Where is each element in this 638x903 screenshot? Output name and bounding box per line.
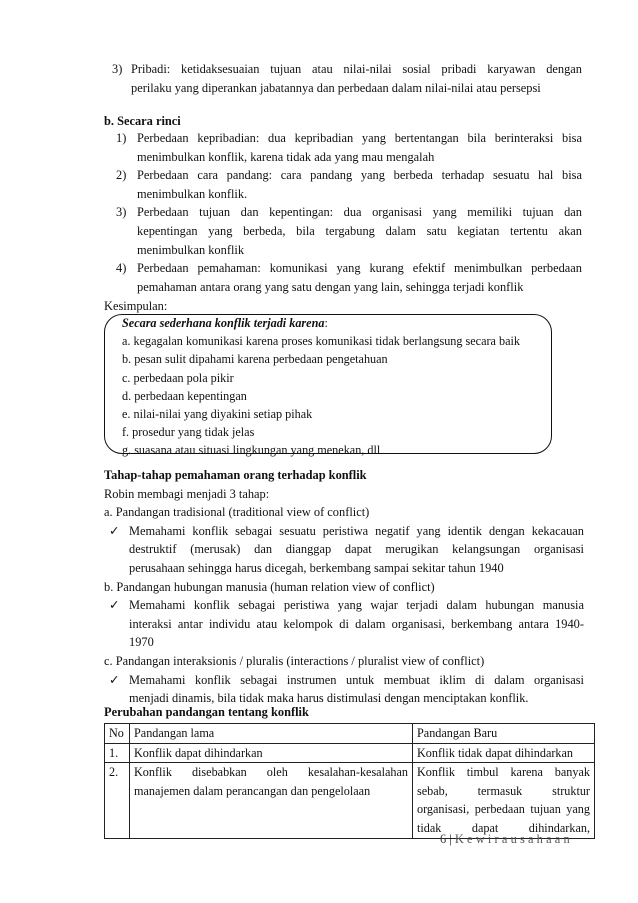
view-description: [104, 596, 584, 652]
cell-line: organisasi, perbedaan tujuan yang: [417, 802, 590, 817]
cell-line: Konflik dapat dihindarkan: [134, 745, 263, 760]
check-icon: ✓: [109, 598, 120, 613]
list-item: [112, 166, 582, 203]
footer-title: Kewirausahaan: [454, 832, 573, 846]
list-item: e. nilai-nilai yang diyakini setiap pihak: [122, 407, 313, 422]
table-row: [105, 743, 595, 763]
list-item: a. kegagalan komunikasi karena proses komunikasi tidak berlangsung secara baik: [122, 334, 520, 349]
item-line: Perbedaan cara pandang: cara pandang yang berbeda terhadap sesuatu hal bisa: [137, 168, 582, 183]
view-line: destruktif (merusak) dan dianggap dapat merugikan kelangsungan organisasi: [129, 542, 584, 557]
kesimpulan-label: Kesimpulan:: [104, 299, 168, 313]
footer-separator: |: [449, 832, 452, 846]
page-number: 6: [440, 832, 447, 846]
item-text-line-1: Pribadi: ketidaksesuaian tujuan atau nilai-nilai sosial pribadi karyawan dengan: [131, 62, 582, 76]
item-number: 2): [116, 168, 127, 183]
view-title: c. Pandangan interaksionis / pluralis (interactions / pluralist view of conflict): [104, 653, 485, 668]
section-b-heading: b. Secara rinci: [104, 114, 181, 128]
kesimpulan-box: [104, 314, 552, 458]
item-number: 4): [116, 261, 127, 276]
tahap-section: [104, 466, 584, 708]
box-heading-colon: :: [324, 316, 328, 330]
view-title: b. Pandangan hubungan manusia (human relation view of conflict): [104, 579, 435, 594]
item-line: menimbulkan konflik.: [137, 186, 248, 201]
cell-line: Konflik tidak dapat dihindarkan: [417, 745, 574, 760]
item-number: 1): [116, 131, 127, 145]
section-b-list: [112, 129, 582, 296]
item-line: Perbedaan pemahaman: komunikasi yang kurang efektif menimbulkan perbedaan: [137, 261, 582, 276]
item-number: 3): [116, 205, 127, 220]
tahap-intro: Robin membagi menjadi 3 tahap:: [104, 486, 270, 501]
cell-line: Konflik disebabkan oleh kesalahan-kesalahan: [134, 765, 408, 780]
item-line: menimbulkan konflik: [137, 242, 245, 257]
list-item: f. prosedur yang tidak jelas: [122, 425, 255, 440]
cell-line: Konflik timbul karena banyak: [417, 765, 590, 780]
page-footer: [440, 832, 573, 847]
list-item: [112, 203, 582, 259]
cell-lama: [130, 763, 413, 838]
item-number: 3): [112, 62, 123, 76]
box-heading-text: Secara sederhana konflik terjadi karena: [122, 316, 325, 330]
item-line: pemahaman antara orang yang satu dengan yang lain, sehingga terjadi konflik: [137, 279, 524, 294]
list-item: c. perbedaan pola pikir: [122, 370, 234, 385]
view-line: perusahaan sehingga harus dicegah, berkembang sampai sekitar tahun 1940: [129, 560, 504, 575]
view-line: menjadi dinamis, bila tidak maka harus distimulasi dengan menciptakan konflik.: [129, 691, 529, 706]
cell-line: tidak dapat dihindarkan,: [417, 820, 590, 835]
list-item: [112, 259, 582, 296]
item-line: menimbulkan konflik, karena tidak ada yang mau mengalah: [137, 149, 435, 164]
item-text-line-2: perilaku yang diperankan jabatannya dan perbedaan dalam nilai-nilai atau persepsi: [131, 80, 541, 95]
view-title: a. Pandangan tradisional (traditional view of conflict): [104, 505, 370, 520]
list-item: b. pesan sulit dipahami karena perbedaan pengetahuan: [122, 352, 388, 367]
cell-line: sebab, termasuk struktur: [417, 783, 590, 798]
list-item: d. perbedaan kepentingan: [122, 388, 247, 403]
item-line: kepentingan yang berbeda, bila tergabung dalam satu kegiatan tertentu akan: [137, 223, 582, 238]
section-a-item-3: [112, 60, 582, 97]
list-item: [112, 129, 582, 166]
cell-no: 1.: [105, 743, 130, 763]
header-pandangan-lama: Pandangan lama: [130, 724, 413, 744]
tahap-heading: Tahap-tahap pemahaman orang terhadap konflik: [104, 468, 367, 482]
cell-line: manajemen dalam perancangan dan pengelolaan: [134, 783, 371, 798]
view-line: Memahami konflik sebagai peristiwa yang wajar terjadi dalam hubungan manusia: [129, 598, 584, 613]
view-line: Memahami konflik sebagai instrumen untuk membuat iklim di dalam organisasi: [129, 672, 584, 687]
perubahan-table: [104, 723, 595, 839]
list-item: g. suasana atau situasi lingkungan yang menekan, dll: [122, 443, 381, 458]
header-no: No: [105, 724, 130, 744]
view-line: Memahami konflik sebagai sesuatu peristiwa negatif yang identik dengan kekacauan: [129, 523, 584, 538]
check-icon: ✓: [109, 672, 120, 687]
item-line: Perbedaan kepribadian: dua kepribadian yang bertentangan bila berinteraksi bisa: [137, 131, 582, 145]
table-header-row: [105, 724, 595, 744]
table-row: [105, 763, 595, 838]
view-description: [104, 522, 584, 578]
box-heading: [122, 314, 520, 332]
cell-lama: [130, 743, 413, 763]
view-line: interaksi antar individu atau kelompok di dalam organisasi, berkembang antara 1940-: [129, 616, 584, 631]
cell-no: 2.: [105, 763, 130, 838]
header-pandangan-baru: Pandangan Baru: [413, 724, 595, 744]
item-line: Perbedaan tujuan dan kepentingan: dua organisasi yang memiliki tujuan dan: [137, 205, 582, 220]
cell-baru: [413, 743, 595, 763]
cell-baru: [413, 763, 595, 838]
perubahan-heading: Perubahan pandangan tentang konflik: [104, 705, 309, 719]
check-icon: ✓: [109, 523, 120, 538]
view-line: 1970: [129, 635, 154, 650]
